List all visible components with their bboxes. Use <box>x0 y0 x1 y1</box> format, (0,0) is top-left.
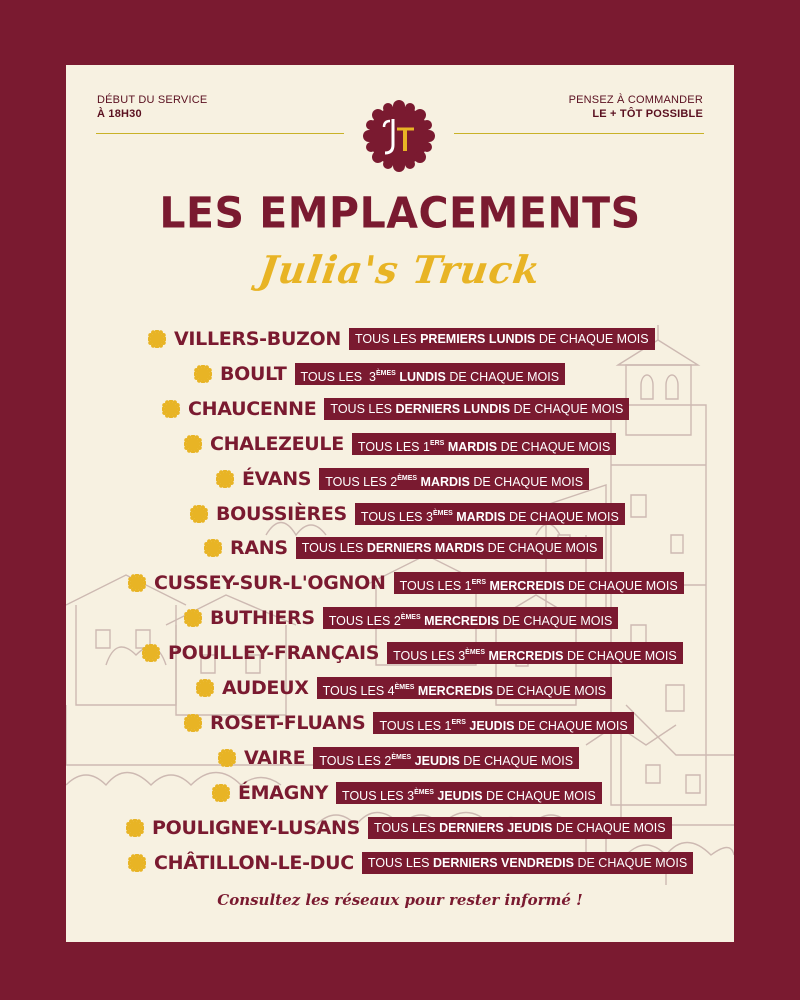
location-row <box>142 640 683 666</box>
schedule-suffix: DE CHAQUE MOIS <box>459 753 574 768</box>
schedule-day: DERNIERS LUNDIS <box>395 401 511 416</box>
schedule-prefix: TOUS LES 3 <box>300 369 376 384</box>
order-early-label: PENSEZ À COMMANDER <box>568 94 703 106</box>
schedule-day: MARDIS <box>452 509 506 524</box>
schedule-prefix: TOUS LES 4 <box>322 684 395 698</box>
schedule-day: DERNIERS VENDREDIS <box>432 855 574 870</box>
sun-icon <box>218 749 236 767</box>
schedule-prefix: TOUS LES <box>367 855 433 870</box>
schedule-day: DERNIERS MARDIS <box>366 541 485 556</box>
service-start-info <box>97 93 207 121</box>
sun-icon <box>184 714 202 732</box>
sun-icon <box>190 505 208 523</box>
schedule-prefix: TOUS LES 1 <box>357 439 430 454</box>
town-name: AUDEUX <box>222 677 309 699</box>
location-row <box>184 605 618 631</box>
location-row <box>196 675 612 701</box>
town-name: ÉVANS <box>242 467 312 490</box>
town-name: POUILLEY-FRANÇAIS <box>168 642 380 665</box>
schedule-badge <box>323 607 619 629</box>
schedule-day: DERNIERS JEUDIS <box>439 820 553 835</box>
ordinal-suffix: ÈMES <box>394 684 415 691</box>
location-row <box>212 780 602 806</box>
schedule-badge <box>317 677 613 699</box>
ordinal-suffix: ERS <box>429 439 445 447</box>
schedule-badge <box>355 503 625 525</box>
schedule-badge <box>362 852 693 874</box>
town-name: VAIRE <box>244 746 306 769</box>
schedule-suffix: DE CHAQUE MOIS <box>573 855 688 870</box>
schedule-day: LUNDIS <box>395 369 446 384</box>
schedule-suffix: DE CHAQUE MOIS <box>492 684 607 698</box>
service-start-label: DÉBUT DU SERVICE <box>97 94 208 106</box>
schedule-prefix: TOUS LES <box>301 541 367 556</box>
schedule-badge <box>387 642 683 664</box>
schedule-prefix: TOUS LES <box>355 332 421 346</box>
schedule-badge <box>324 398 629 420</box>
header-divider-right <box>454 133 704 134</box>
schedule-day: MARDIS <box>444 439 498 454</box>
town-name: BUTHIERS <box>210 607 315 630</box>
schedule-day: MERCREDIS <box>414 684 493 698</box>
town-name: CHALEZEULE <box>210 432 344 455</box>
schedule-prefix: TOUS LES 2 <box>325 474 398 489</box>
sun-icon <box>142 644 160 662</box>
sun-icon <box>128 574 146 592</box>
schedule-badge <box>319 468 589 490</box>
schedule-badge <box>373 712 633 734</box>
schedule-day: MERCREDIS <box>420 614 500 629</box>
schedule-suffix: DE CHAQUE MOIS <box>484 541 598 556</box>
schedule-day: JEUDIS <box>411 753 460 768</box>
location-row <box>190 501 625 527</box>
location-row <box>194 361 565 387</box>
schedule-suffix: DE CHAQUE MOIS <box>535 332 649 346</box>
ordinal-suffix: ERS <box>451 718 466 726</box>
service-start-time: À 18H30 <box>97 108 142 120</box>
ordinal-suffix: ÈMES <box>397 474 418 482</box>
schedule-badge <box>336 782 602 804</box>
schedule-prefix: TOUS LES <box>374 820 440 835</box>
ordinal-suffix: ÈMES <box>391 753 412 761</box>
schedule-suffix: DE CHAQUE MOIS <box>469 474 584 489</box>
order-early-info <box>569 93 703 121</box>
schedule-day: MARDIS <box>417 474 470 489</box>
town-name: CHÂTILLON-LE-DUC <box>154 851 354 874</box>
schedule-prefix: TOUS LES 2 <box>319 753 392 768</box>
location-row <box>126 815 672 841</box>
schedule-badge <box>394 572 684 594</box>
town-name: RANS <box>230 537 288 560</box>
schedule-badge <box>296 537 604 559</box>
schedule-day: PREMIERS LUNDIS <box>420 332 536 346</box>
schedule-prefix: TOUS LES 1 <box>379 718 452 733</box>
ordinal-suffix: ÈMES <box>432 509 453 517</box>
ordinal-suffix: ERS <box>471 579 487 587</box>
town-name: POULIGNEY-LUSANS <box>152 816 361 839</box>
sun-icon <box>128 854 146 872</box>
location-row <box>216 466 589 492</box>
schedule-day: MERCREDIS <box>485 649 564 664</box>
town-name: CHAUCENNE <box>188 397 317 420</box>
location-row <box>184 431 616 457</box>
schedule-prefix: TOUS LES 3 <box>342 788 415 803</box>
schedule-suffix: DE CHAQUE MOIS <box>505 509 619 524</box>
ordinal-suffix: ÈMES <box>400 614 421 622</box>
schedule-prefix: TOUS LES 3 <box>393 649 466 664</box>
town-name: ÉMAGNY <box>238 781 329 804</box>
order-early-text: LE + TÔT POSSIBLE <box>592 108 703 120</box>
sun-icon <box>148 330 166 348</box>
schedule-suffix: DE CHAQUE MOIS <box>445 369 560 384</box>
page-title: LES EMPLACEMENTS <box>159 187 641 239</box>
schedule-day: JEUDIS <box>465 718 515 733</box>
schedule-prefix: TOUS LES 2 <box>328 614 401 629</box>
schedule-badge <box>352 433 616 455</box>
sun-icon <box>162 400 180 418</box>
location-row <box>128 850 693 876</box>
schedule-suffix: DE CHAQUE MOIS <box>497 439 611 454</box>
location-row <box>148 326 655 352</box>
location-row <box>184 710 634 736</box>
schedule-suffix: DE CHAQUE MOIS <box>552 820 666 835</box>
town-name: CUSSEY-SUR-L'OGNON <box>154 572 386 595</box>
sun-icon <box>184 435 202 453</box>
ordinal-suffix: ÈMES <box>414 788 434 796</box>
sun-icon <box>194 365 212 383</box>
schedule-suffix: DE CHAQUE MOIS <box>482 788 596 803</box>
sun-icon <box>196 679 214 697</box>
ordinal-suffix: ÈMES <box>376 369 396 377</box>
brand-subtitle: Julia's Truck <box>256 247 544 292</box>
sun-icon <box>184 609 202 627</box>
poster-card <box>66 65 734 942</box>
footer-note: Consultez les réseaux pour rester informé ! <box>217 891 583 909</box>
location-row <box>218 745 579 771</box>
sun-icon <box>126 819 144 837</box>
town-name: VILLERS-BUZON <box>174 328 342 350</box>
schedule-badge <box>295 363 566 385</box>
logo-emblem-icon <box>362 99 436 173</box>
ordinal-suffix: ÈMES <box>465 649 486 657</box>
schedule-badge <box>368 817 672 839</box>
header-divider-left <box>96 133 344 134</box>
schedule-prefix: TOUS LES <box>330 401 396 416</box>
sun-icon <box>204 539 222 557</box>
schedule-day: MERCREDIS <box>486 579 565 594</box>
schedule-day: JEUDIS <box>433 788 483 803</box>
location-row <box>204 535 603 561</box>
location-row <box>128 570 684 596</box>
town-name: BOULT <box>220 362 287 385</box>
schedule-prefix: TOUS LES 3 <box>360 509 433 524</box>
schedule-suffix: DE CHAQUE MOIS <box>563 649 677 664</box>
schedule-suffix: DE CHAQUE MOIS <box>514 718 628 733</box>
sun-icon <box>212 784 230 802</box>
schedule-prefix: TOUS LES 1 <box>399 579 472 594</box>
sun-icon <box>216 470 234 488</box>
location-row <box>162 396 629 422</box>
schedule-badge <box>349 328 655 350</box>
schedule-suffix: DE CHAQUE MOIS <box>499 614 613 629</box>
town-name: ROSET-FLUANS <box>210 711 366 734</box>
schedule-suffix: DE CHAQUE MOIS <box>510 401 624 416</box>
town-name: BOUSSIÈRES <box>216 502 347 525</box>
schedule-suffix: DE CHAQUE MOIS <box>564 579 678 594</box>
schedule-badge <box>313 747 579 769</box>
